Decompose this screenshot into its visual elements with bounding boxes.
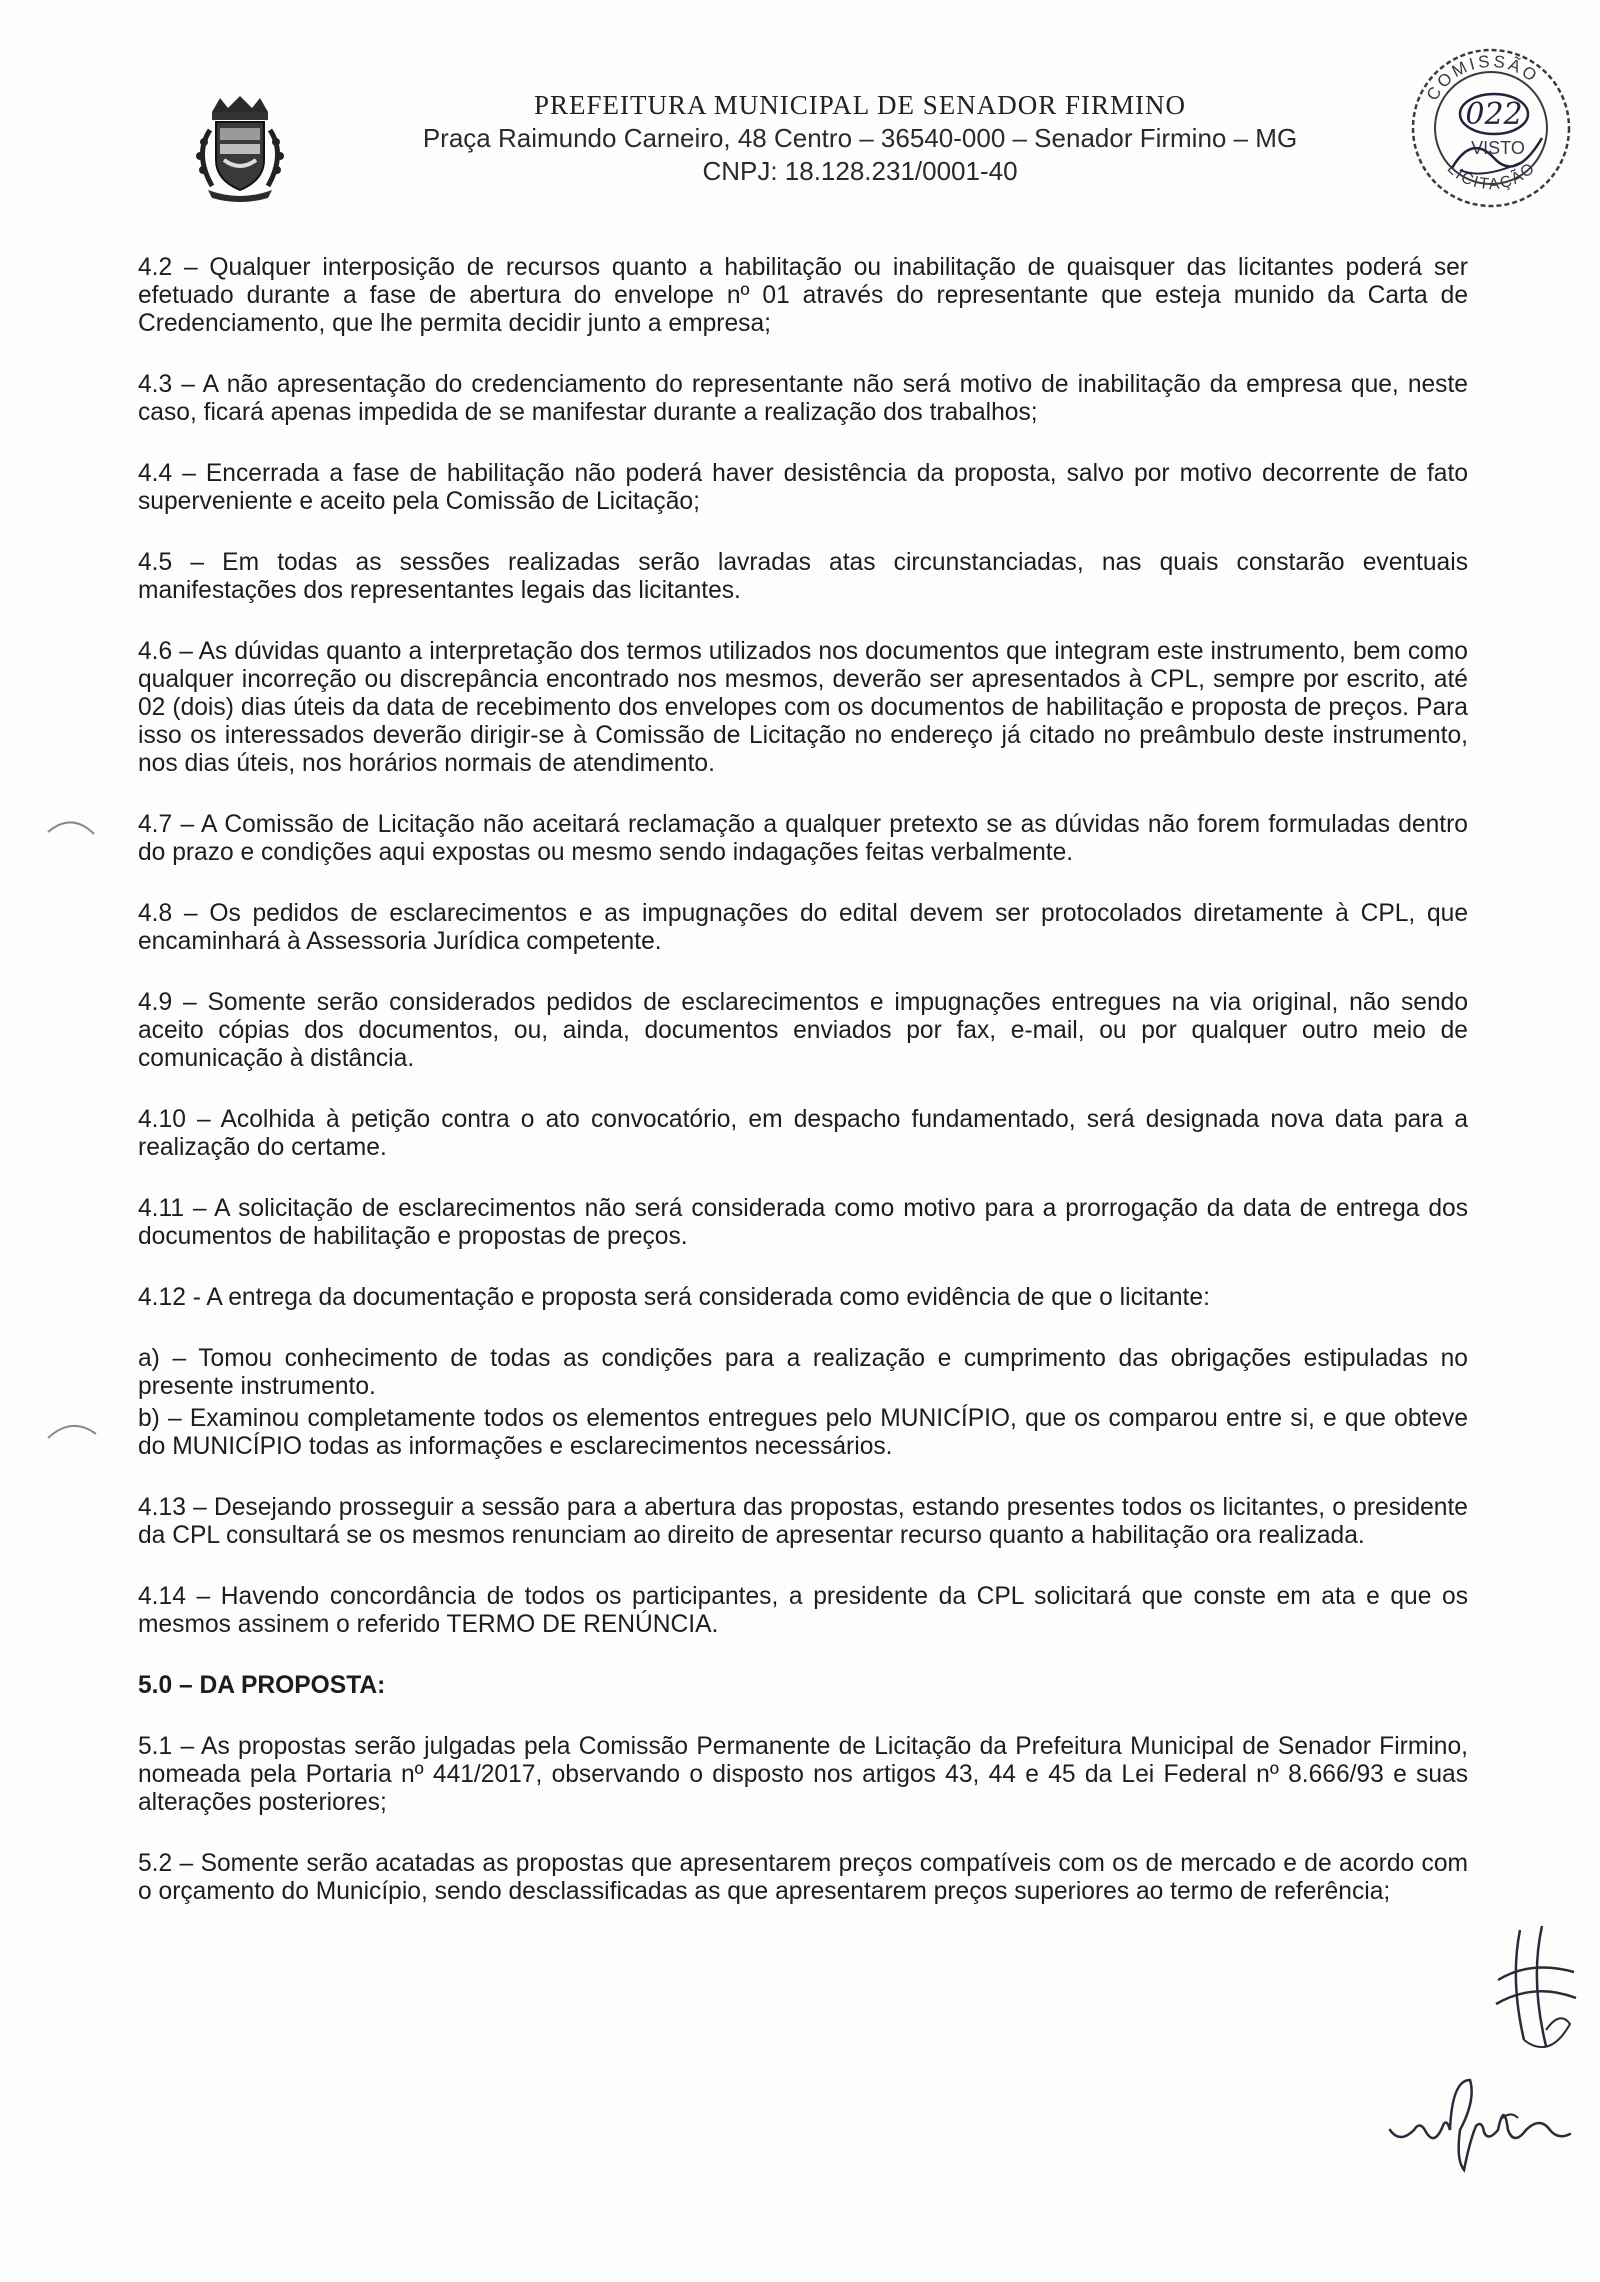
document-body (138, 254, 1468, 1939)
organization-cnpj: CNPJ: 18.128.231/0001-40 (702, 156, 1018, 186)
margin-mark (42, 808, 102, 848)
handwritten-signature (1380, 2060, 1580, 2180)
commission-stamp (1402, 30, 1580, 220)
clause-4-11: 4.11 – A solicitação de esclarecimentos não será considerada como motivo para a prorrogação da data de entrega dos documentos de habilitação e propostas de preços. (138, 1195, 1468, 1250)
svg-text:LICITAÇÃO: LICITAÇÃO (1443, 159, 1540, 194)
clause-4-4: 4.4 – Encerrada a fase de habilitação não poderá haver desistência da proposta, salvo por motivo decorrente de fato superveniente e aceito pela Comissão de Licitação; (138, 460, 1468, 515)
clause-4-13: 4.13 – Desejando prosseguir a sessão para a abertura das propostas, estando presentes todos os licitantes, o presidente da CPL consultará se os mesmos renunciam ao direito de apresentar recurso quanto a habilitação ora realizada. (138, 1494, 1468, 1549)
clause-4-12: 4.12 - A entrega da documentação e proposta será considerada como evidência de que o licitante: (138, 1284, 1210, 1311)
clause-4-5: 4.5 – Em todas as sessões realizadas serão lavradas atas circunstanciadas, nas quais constarão eventuais manifestações dos representantes legais das licitantes. (138, 549, 1468, 604)
organization-name: PREFEITURA MUNICIPAL DE SENADOR FIRMINO (533, 90, 1187, 120)
municipal-crest-icon (190, 94, 290, 204)
list-item-a: a) – Tomou conhecimento de todas as condições para a realização e cumprimento das obrigações estipuladas no presente instrumento. (138, 1345, 1468, 1400)
organization-address: Praça Raimundo Carneiro, 48 Centro – 36540-000 – Senador Firmino – MG (422, 123, 1298, 153)
clause-4-14: 4.14 – Havendo concordância de todos os participantes, a presidente da CPL solicitará que conste em ata e que os mesmos assinem o referido TERMO DE RENÚNCIA. (138, 1583, 1468, 1638)
clause-4-6: 4.6 – As dúvidas quanto a interpretação dos termos utilizados nos documentos que integram este instrumento, bem como qualquer incorreção ou discrepância encontrado nos mesmos, deverão ser apresentados à CPL, sempre por escrito, até 02 (dois) dias úteis da data de recebimento dos envelopes com os documentos de habilitação e proposta de preços. Para isso os interessados deverão dirigir-se à Comissão de Licitação no endereço já citado no preâmbulo deste instrumento, nos dias úteis, nos horários normais de atendimento. (138, 638, 1468, 777)
clause-4-8: 4.8 – Os pedidos de esclarecimentos e as impugnações do edital devem ser protocolados diretamente à CPL, que encaminhará à Assessoria Jurídica competente. (138, 900, 1468, 955)
clause-4-2: 4.2 – Qualquer interposição de recursos quanto a habilitação ou inabilitação de quaisquer das licitantes poderá ser efetuado durante a fase de abertura do envelope nº 01 através do representante que esteja munido da Carta de Credenciamento, que lhe permita decidir junto a empresa; (138, 254, 1468, 337)
svg-text:VISTO: VISTO (1471, 138, 1525, 158)
letterhead-text (330, 88, 1390, 188)
clause-4-3: 4.3 – A não apresentação do credenciamento do representante não será motivo de inabilitação da empresa que, neste caso, ficará apenas impedida de se manifestar durante a realização dos trabalhos; (138, 371, 1468, 426)
clause-5-2: 5.2 – Somente serão acatadas as propostas que apresentarem preços compatíveis com os de mercado e de acordo com o orçamento do Município, sendo desclassificadas as que apresentarem preços superiores ao termo de referência; (138, 1850, 1468, 1905)
clause-4-9: 4.9 – Somente serão considerados pedidos de esclarecimentos e impugnações entregues na via original, não sendo aceito cópias dos documentos, ou, ainda, documentos enviados por fax, e-mail, ou por qualquer outro meio de comunicação à distância. (138, 989, 1468, 1072)
svg-text:022: 022 (1465, 97, 1523, 132)
clause-4-10: 4.10 – Acolhida à petição contra o ato convocatório, em despacho fundamentado, será designada nova data para a realização do certame. (138, 1106, 1468, 1161)
handwritten-initials (1490, 1920, 1580, 2060)
section-heading: 5.0 – DA PROPOSTA: (138, 1672, 386, 1699)
clause-5-1: 5.1 – As propostas serão julgadas pela Comissão Permanente de Licitação da Prefeitura Municipal de Senador Firmino, nomeada pela Portaria nº 441/2017, observando o disposto nos artigos 43, 44 e 45 da Lei Federal nº 8.666/93 e suas alterações posteriores; (138, 1733, 1468, 1816)
svg-text:COMISSÃO: COMISSÃO (1422, 51, 1543, 104)
letterhead (190, 88, 1430, 198)
clause-4-7: 4.7 – A Comissão de Licitação não aceitará reclamação a qualquer pretexto se as dúvidas não forem formuladas dentro do prazo e condições aqui expostas ou mesmo sendo indagações feitas verbalmente. (138, 811, 1468, 866)
list-item-b: b) – Examinou completamente todos os elementos entregues pelo MUNICÍPIO, que os comparou entre si, e que obteve do MUNICÍPIO todas as informações e esclarecimentos necessários. (138, 1405, 1468, 1460)
margin-mark (42, 1410, 102, 1450)
